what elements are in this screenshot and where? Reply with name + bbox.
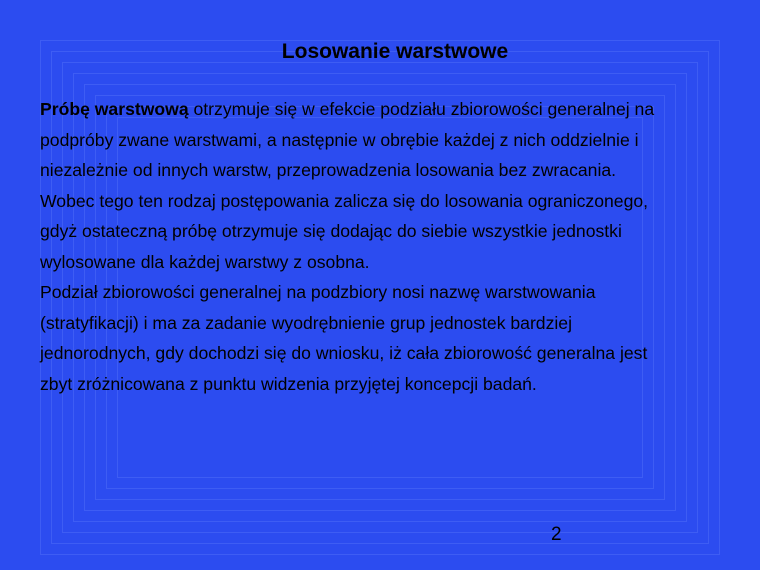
body-line-5: gdyż ostateczną próbę otrzymuje się dodając do siebie wszystkie jednostki: [40, 221, 622, 241]
body-line-1: [40, 94, 755, 125]
body-line-1-text: otrzymuje się w efekcie podziału zbiorowości generalnej na: [188, 99, 655, 119]
body-line-6: wylosowane dla każdej warstwy z osobna.: [40, 251, 370, 272]
body-line-9: jednorodnych, gdy dochodzi się do wniosku, iż cała zbiorowość generalna jest: [40, 343, 648, 363]
body-line-8: (stratyfikacji) i ma za zadanie wyodrębnienie grup jednostek bardziej: [40, 312, 572, 333]
body-line-10: zbyt zróżnicowana z punktu widzenia przyjętej koncepcji badań.: [40, 373, 537, 394]
slide-title: Losowanie warstwowe: [281, 40, 509, 63]
slide-body: [40, 94, 755, 399]
body-line-4: Wobec tego ten rodzaj postępowania zalicza się do losowania ograniczonego,: [40, 190, 649, 211]
body-line-7: Podział zbiorowości generalnej na podzbiory nosi nazwę warstwowania: [40, 282, 596, 302]
body-line-2: podpróby zwane warstwami, a następnie w obrębie każdej z nich oddzielnie i: [40, 129, 639, 150]
body-lead-bold: Próbę warstwową: [40, 99, 189, 119]
body-line-3: niezależnie od innych warstw, przeprowadzenia losowania bez zwracania.: [40, 160, 617, 180]
page-number: 2: [551, 524, 562, 545]
